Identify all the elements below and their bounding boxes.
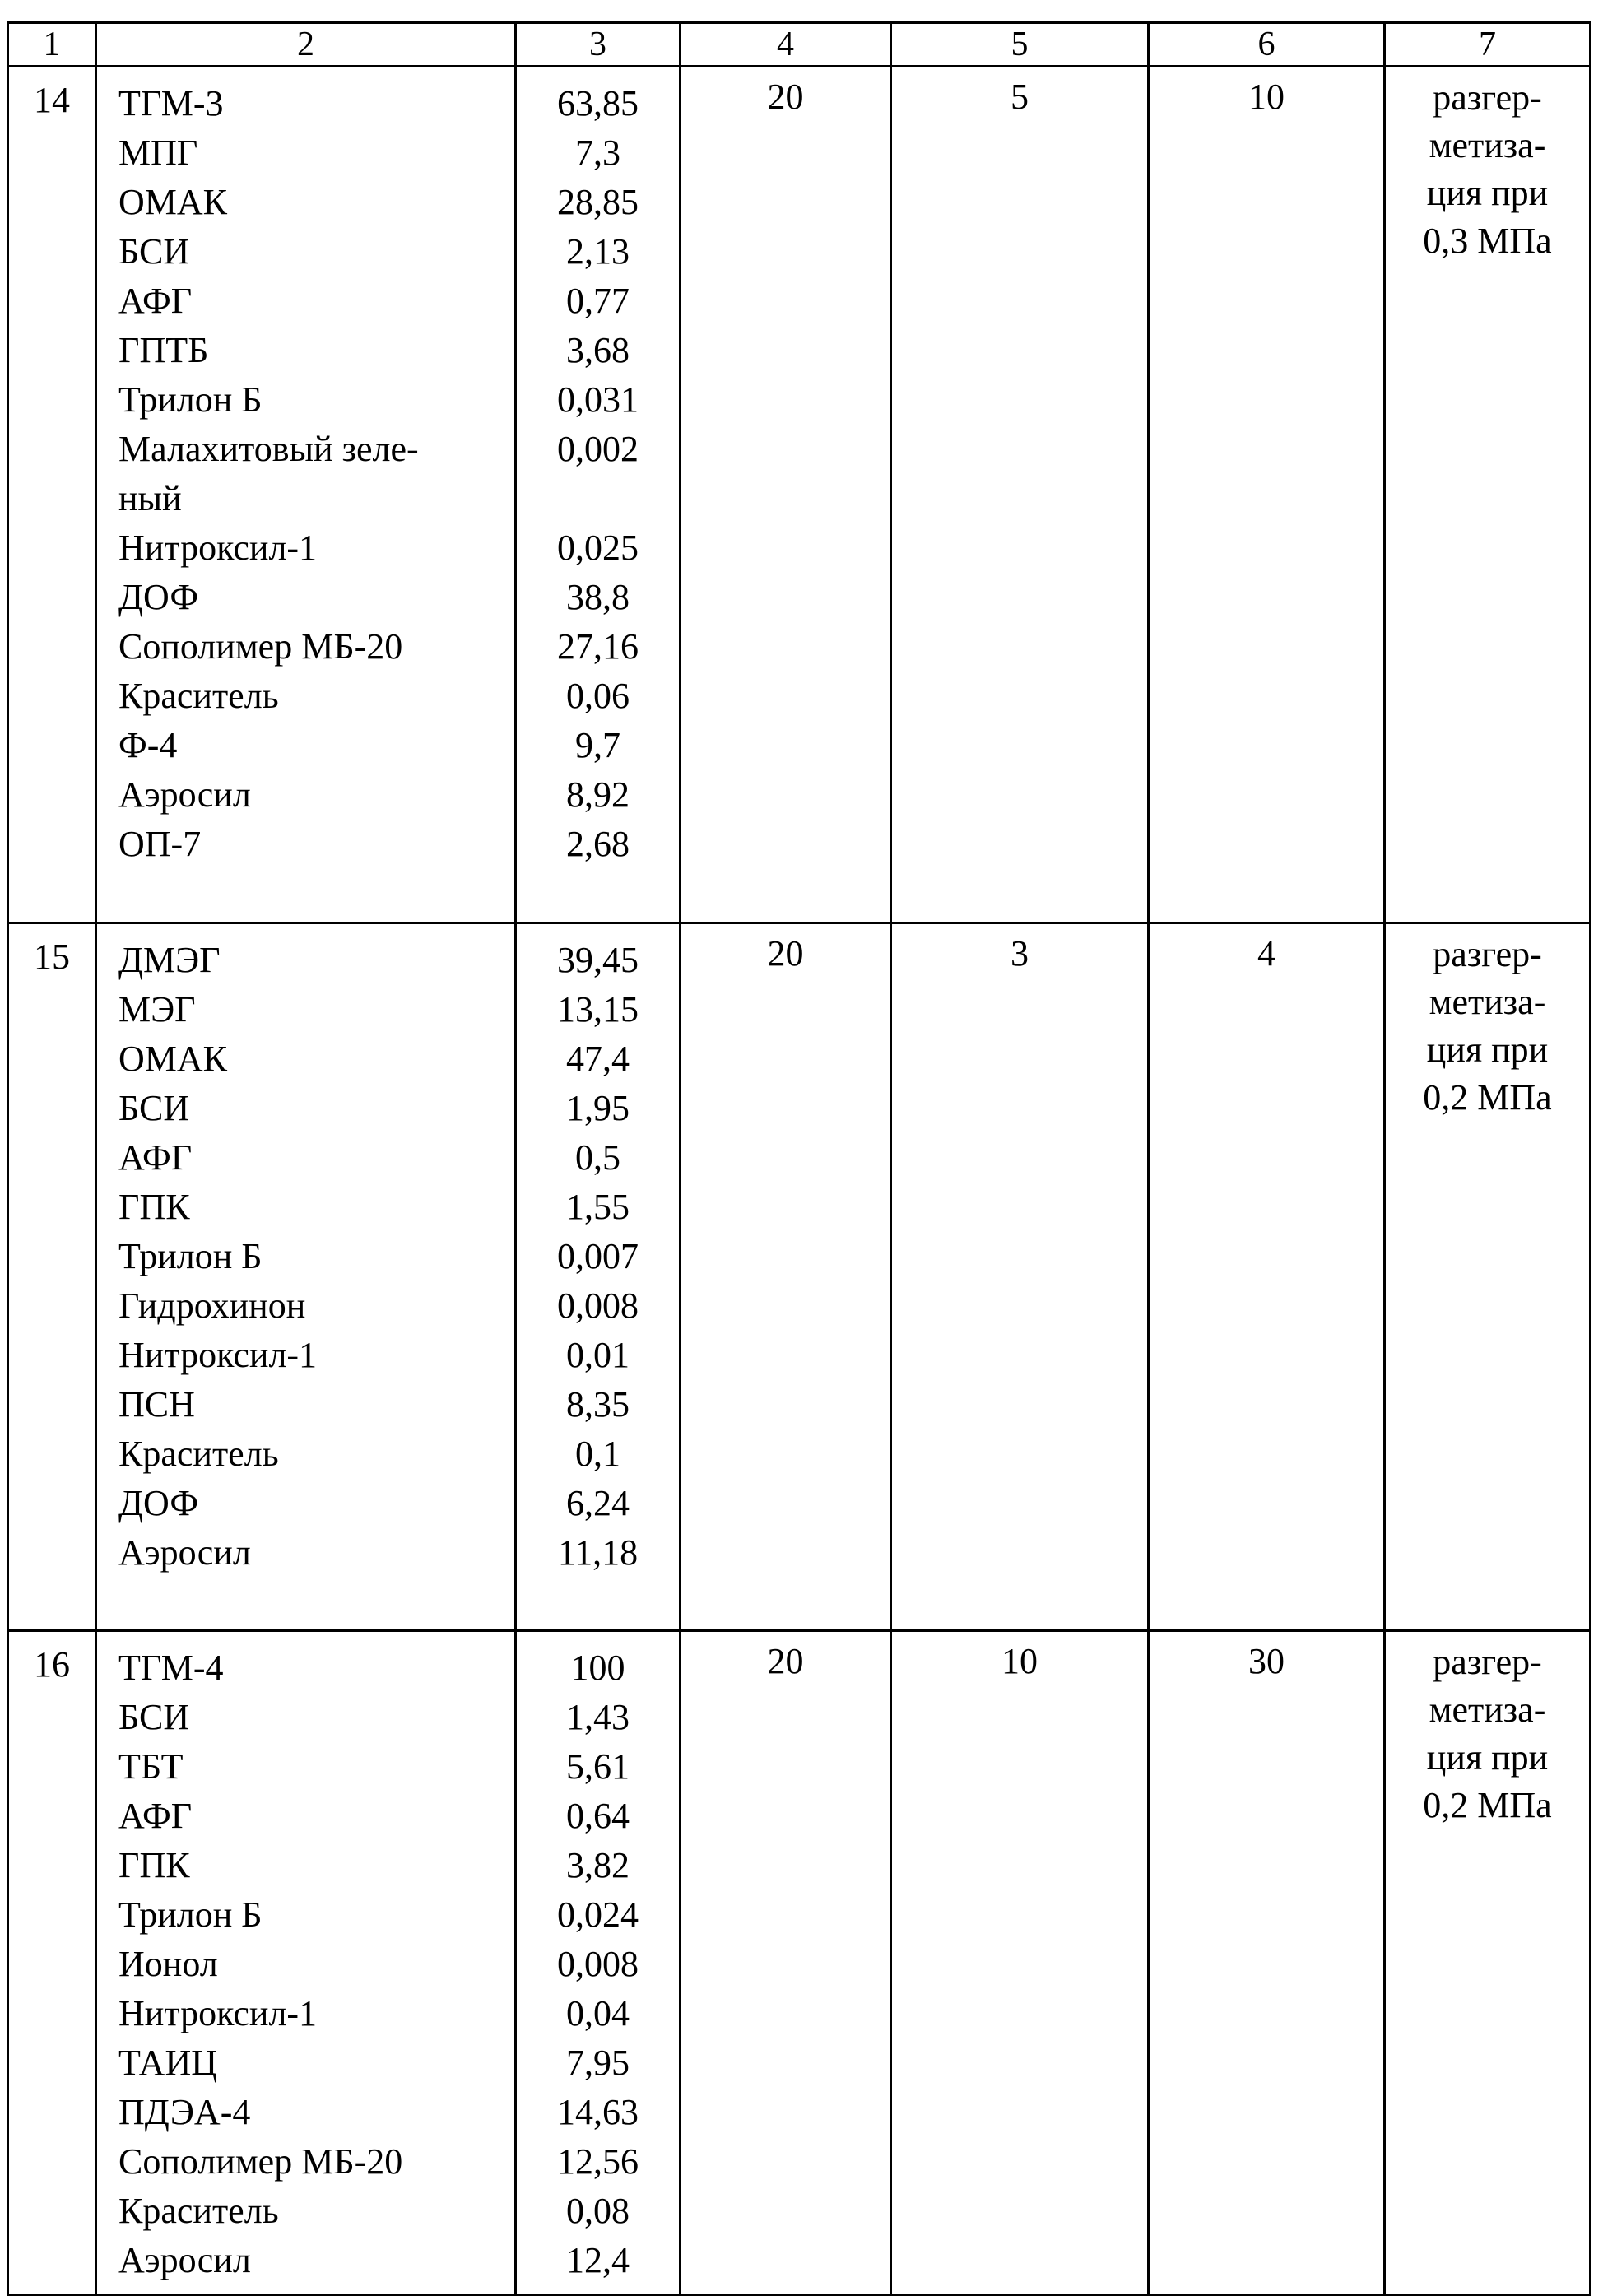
note-line: разгер- [1386, 931, 1589, 978]
col5-value: 5 [891, 67, 1149, 923]
component-value: 1,95 [517, 1084, 679, 1133]
component-value: 13,15 [517, 985, 679, 1034]
component-value: 39,45 [517, 936, 679, 985]
component-value: 0,024 [517, 1890, 679, 1940]
note-line: ция при [1386, 170, 1589, 217]
component-value: 38,8 [517, 573, 679, 622]
component-name: Ф-4 [118, 721, 514, 770]
component-value: 12,56 [517, 2137, 679, 2187]
component-names-cell [96, 923, 516, 1631]
component-value: 2,13 [517, 227, 679, 277]
note-line: 0,2 МПа [1386, 1782, 1589, 1829]
component-name: ДМЭГ [118, 936, 514, 985]
component-value: 3,82 [517, 1841, 679, 1890]
component-name: БСИ [118, 1693, 514, 1742]
component-name: ПДЭА-4 [118, 2088, 514, 2137]
component-name: ОП-7 [118, 820, 514, 869]
component-name: МПГ [118, 128, 514, 178]
header-cell: 1 [8, 23, 96, 67]
header-cell: 2 [96, 23, 516, 67]
col7-note [1385, 1631, 1591, 2295]
component-name: Краситель [118, 2187, 514, 2236]
row-number: 14 [8, 67, 96, 923]
component-value: 7,3 [517, 128, 679, 178]
col5-value: 10 [891, 1631, 1149, 2295]
component-name: БСИ [118, 1084, 514, 1133]
component-name: Гидрохинон [118, 1281, 514, 1331]
component-name: Нитроксил-1 [118, 523, 514, 573]
component-name: БСИ [118, 227, 514, 277]
header-cell: 3 [516, 23, 681, 67]
component-value: 0,1 [517, 1429, 679, 1479]
component-name: ОМАК [118, 178, 514, 227]
note-line: ция при [1386, 1026, 1589, 1074]
component-name: ТБТ [118, 1742, 514, 1792]
component-name: Сополимер МБ-20 [118, 622, 514, 672]
col6-value: 10 [1149, 67, 1385, 923]
component-value: 0,008 [517, 1940, 679, 1989]
component-value: 0,01 [517, 1331, 679, 1380]
header-row [8, 23, 1591, 67]
component-name: ПСН [118, 1380, 514, 1429]
component-value: 8,92 [517, 770, 679, 820]
component-values-cell [516, 923, 681, 1631]
note-line: разгер- [1386, 74, 1589, 122]
component-name: ТГМ-3 [118, 79, 514, 128]
component-values-cell [516, 67, 681, 923]
note-line: метиза- [1386, 1686, 1589, 1734]
component-name: ОМАК [118, 1034, 514, 1084]
component-name: ТАИЦ [118, 2038, 514, 2088]
component-name: АФГ [118, 1792, 514, 1841]
component-name: Краситель [118, 1429, 514, 1479]
row-number: 15 [8, 923, 96, 1631]
note-line: ция при [1386, 1734, 1589, 1782]
col6-value: 4 [1149, 923, 1385, 1631]
component-name: АФГ [118, 1133, 514, 1183]
component-value: 3,68 [517, 326, 679, 375]
component-name: Нитроксил-1 [118, 1989, 514, 2038]
note-line: 0,2 МПа [1386, 1074, 1589, 1122]
component-values-cell [516, 1631, 681, 2295]
component-value: 9,7 [517, 721, 679, 770]
col4-value: 20 [681, 67, 891, 923]
component-value: 0,5 [517, 1133, 679, 1183]
component-value: 0,008 [517, 1281, 679, 1331]
component-value: 63,85 [517, 79, 679, 128]
table-row [8, 923, 1591, 1631]
col4-value: 20 [681, 1631, 891, 2295]
component-name: Аэросил [118, 2236, 514, 2285]
component-name: Аэросил [118, 1528, 514, 1578]
col5-value: 3 [891, 923, 1149, 1631]
component-value: 1,43 [517, 1693, 679, 1742]
component-value: 0,04 [517, 1989, 679, 2038]
component-value: 0,06 [517, 672, 679, 721]
component-value: 0,77 [517, 277, 679, 326]
component-value [517, 474, 679, 523]
col7-note [1385, 67, 1591, 923]
component-value: 28,85 [517, 178, 679, 227]
component-value: 27,16 [517, 622, 679, 672]
table-row [8, 67, 1591, 923]
component-value: 2,68 [517, 820, 679, 869]
table-row [8, 1631, 1591, 2295]
component-names-cell [96, 1631, 516, 2295]
header-cell: 6 [1149, 23, 1385, 67]
component-name: Краситель [118, 672, 514, 721]
col6-value: 30 [1149, 1631, 1385, 2295]
component-value: 0,025 [517, 523, 679, 573]
component-value: 100 [517, 1643, 679, 1693]
component-name: ный [118, 474, 514, 523]
component-name: Малахитовый зеле- [118, 425, 514, 474]
note-line: разгер- [1386, 1638, 1589, 1686]
component-value: 0,08 [517, 2187, 679, 2236]
component-name: ДОФ [118, 1479, 514, 1528]
component-name: ГПК [118, 1841, 514, 1890]
component-value: 12,4 [517, 2236, 679, 2285]
component-value: 0,007 [517, 1232, 679, 1281]
component-name: Ионол [118, 1940, 514, 1989]
component-name: Аэросил [118, 770, 514, 820]
component-name: ДОФ [118, 573, 514, 622]
component-name: МЭГ [118, 985, 514, 1034]
component-name: Трилон Б [118, 1890, 514, 1940]
component-value: 1,55 [517, 1183, 679, 1232]
header-cell: 4 [681, 23, 891, 67]
component-name: Сополимер МБ-20 [118, 2137, 514, 2187]
note-line: 0,3 МПа [1386, 217, 1589, 265]
component-name: АФГ [118, 277, 514, 326]
component-name: ГПК [118, 1183, 514, 1232]
component-names-cell [96, 67, 516, 923]
component-name: Трилон Б [118, 375, 514, 425]
col7-note [1385, 923, 1591, 1631]
header-cell: 7 [1385, 23, 1591, 67]
component-value: 0,031 [517, 375, 679, 425]
header-cell: 5 [891, 23, 1149, 67]
note-line: метиза- [1386, 122, 1589, 170]
component-value: 11,18 [517, 1528, 679, 1578]
col4-value: 20 [681, 923, 891, 1631]
component-value: 8,35 [517, 1380, 679, 1429]
component-value: 14,63 [517, 2088, 679, 2137]
component-value: 7,95 [517, 2038, 679, 2088]
component-name: ГПТБ [118, 326, 514, 375]
row-number: 16 [8, 1631, 96, 2295]
component-value: 5,61 [517, 1742, 679, 1792]
component-value: 0,002 [517, 425, 679, 474]
note-line: метиза- [1386, 978, 1589, 1026]
component-value: 47,4 [517, 1034, 679, 1084]
component-name: Трилон Б [118, 1232, 514, 1281]
component-value: 0,64 [517, 1792, 679, 1841]
component-name: Нитроксил-1 [118, 1331, 514, 1380]
component-value: 6,24 [517, 1479, 679, 1528]
component-name: ТГМ-4 [118, 1643, 514, 1693]
composition-table [7, 21, 1591, 2296]
